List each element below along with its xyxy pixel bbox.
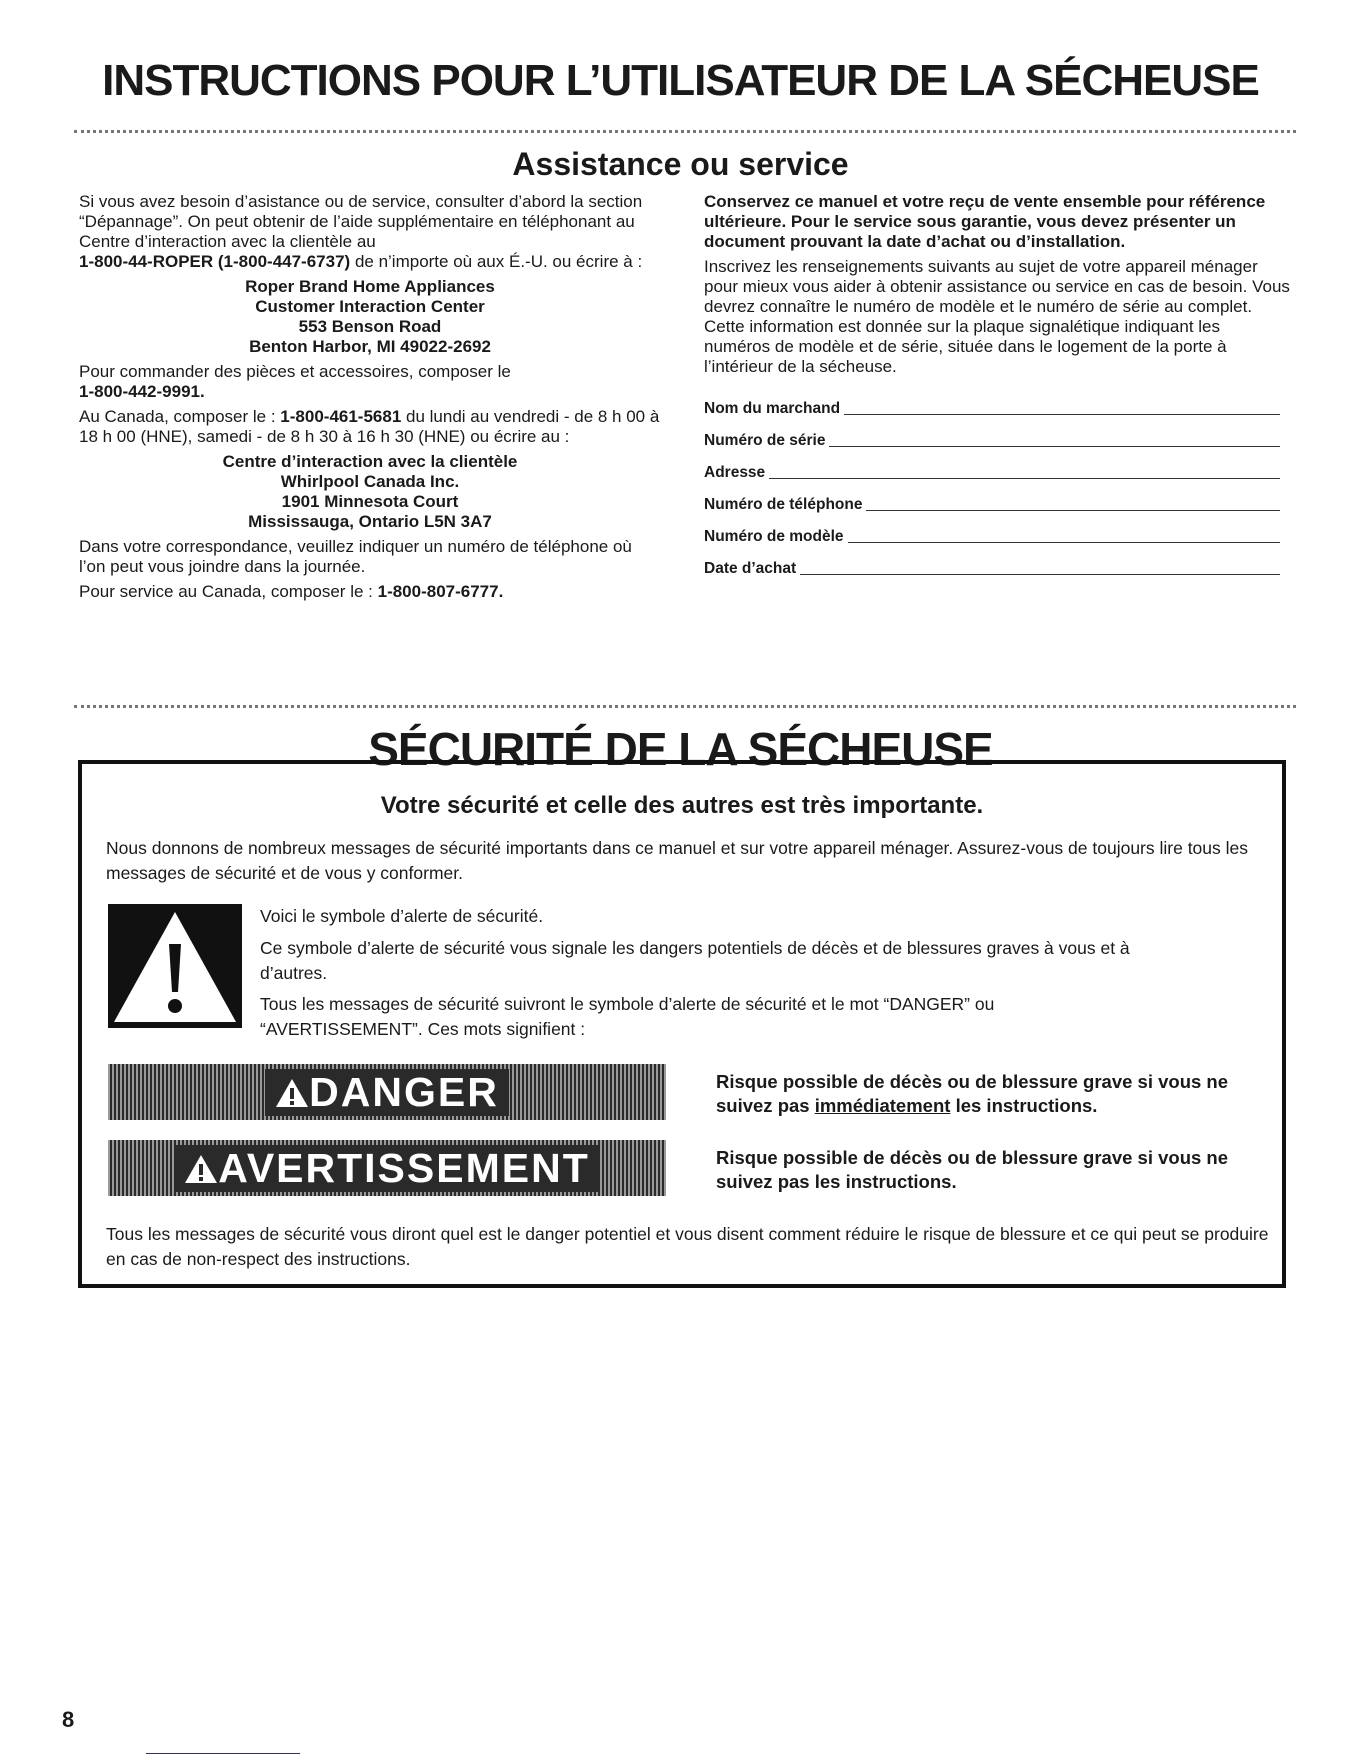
product-record-form <box>704 387 1280 579</box>
address-field[interactable]: Adresse <box>704 451 1280 483</box>
main-phone-number: 1-800-44-ROPER (1-800-447-6737) <box>79 252 351 271</box>
dotted-divider-middle <box>74 705 1296 708</box>
assistance-right-column <box>704 192 1290 579</box>
signal-words-text: Tous les messages de sécurité suivront le symbole d’alerte de sécurité et le mot “DANGER” ou “AVERTISSEMENT”. Ces mots signifient : <box>260 994 995 1039</box>
dealer-name-field[interactable]: Nom du marchand <box>704 387 1280 419</box>
safety-closing-text: Tous les messages de sécurité vous diront quel est le danger potentiel et vous disent comment réduire le risque de blessure et ce qui peut se produire en cas de non-respect des instructions. <box>106 1224 1269 1269</box>
canada-mailing-address: Centre d’interaction avec la clientèle Whirlpool Canada Inc. 1901 Minnesota Court Mississauga, Ontario L5N 3A7 <box>222 452 518 531</box>
canada-service-text: Pour service au Canada, composer le : 1-800-807-6777. <box>79 582 504 601</box>
phone-number-field[interactable]: Numéro de téléphone <box>704 483 1280 515</box>
danger-description: Risque possible de décès ou de blessure grave si vous ne suivez pas immédiatement les instructions. <box>716 1071 1229 1116</box>
warning-description: Risque possible de décès ou de blessure grave si vous ne suivez pas les instructions. <box>716 1147 1229 1192</box>
parts-order-text: Pour commander des pièces et accessoires, composer le 1-800-442-9991. <box>79 362 511 401</box>
canada-service-phone: 1-800-807-6777. <box>377 582 504 601</box>
assistance-left-column <box>79 192 661 607</box>
record-info-text: Inscrivez les renseignements suivants au sujet de votre appareil ménager pour mieux vous aider à obtenir assistance ou service en cas de besoin. Vous devrez connaître le numéro de modèle et le numéro de série au complet. Cette information est donnée sur la plaque signalétique indiquant les numéros de modèle et de série, située dans le logement de la porte à l’intérieur de la sécheuse. <box>704 257 1290 376</box>
safety-box-heading: Votre sécurité et celle des autres est très importante. <box>380 792 984 819</box>
correspondence-text: Dans votre correspondance, veuillez indiquer un numéro de téléphone où l’on peut vous joindre dans la journée. <box>79 537 632 576</box>
us-mailing-address: Roper Brand Home Appliances Customer Interaction Center 553 Benson Road Benton Harbor, MI 49022-2692 <box>245 277 495 356</box>
safety-alert-symbol-icon <box>108 904 242 1028</box>
page-number: 8 <box>62 1707 75 1732</box>
parts-phone-number: 1-800-442-9991. <box>79 382 205 401</box>
main-title: INSTRUCTIONS POUR L’UTILISATEUR DE LA SÉCHEUSE <box>102 56 1259 105</box>
assistance-heading: Assistance ou service <box>512 146 849 182</box>
canada-phone-number: 1-800-461-5681 <box>280 407 402 426</box>
model-number-field[interactable]: Numéro de modèle <box>704 515 1280 547</box>
dotted-divider-top <box>74 130 1296 133</box>
safety-information-box <box>78 760 1286 1288</box>
serial-number-field[interactable]: Numéro de série <box>704 419 1280 451</box>
footer-rule <box>146 1753 300 1754</box>
symbol-intro-text: Voici le symbole d’alerte de sécurité. <box>260 906 544 926</box>
safety-intro-text: Nous donnons de nombreux messages de sécurité importants dans ce manuel et sur votre appareil ménager. Assurez-vous de toujours lire tous les messages de sécurité et de vous y conformer. <box>106 838 1249 883</box>
warning-signal-banner: AVERTISSEMENT <box>108 1140 666 1196</box>
warning-alert-icon <box>184 1154 218 1184</box>
assistance-intro: Si vous avez besoin d’asistance ou de service, consulter d’abord la section “Dépannage”. On peut obtenir de l’aide supplémentaire en téléphonant au Centre d’interaction avec la clientèle au 1-800-44-ROPER (1-800-447-6737) de n’importe où aux É.-U. ou écrire à : <box>79 192 643 271</box>
danger-alert-icon <box>275 1078 309 1108</box>
safety-heading: SÉCURITÉ DE LA SÉCHEUSE <box>368 723 993 775</box>
warning-triangle-icon <box>108 904 242 1028</box>
purchase-date-field[interactable]: Date d’achat <box>704 547 1280 579</box>
keep-manual-notice: Conservez ce manuel et votre reçu de vente ensemble pour référence ultérieure. Pour le service sous garantie, vous devez présenter un document prouvant la date d’achat ou d’installation. <box>704 192 1266 251</box>
canada-contact-text: Au Canada, composer le : 1-800-461-5681 du lundi au vendredi - de 8 h 00 à 18 h 00 (HNE), samedi - de 8 h 30 à 16 h 30 (HNE) ou écrire au : <box>79 407 660 446</box>
danger-signal-banner: DANGER <box>108 1064 666 1120</box>
symbol-meaning-text: Ce symbole d’alerte de sécurité vous signale les dangers potentiels de décès et de blessures graves à vous et à d’autres. <box>260 938 1130 983</box>
